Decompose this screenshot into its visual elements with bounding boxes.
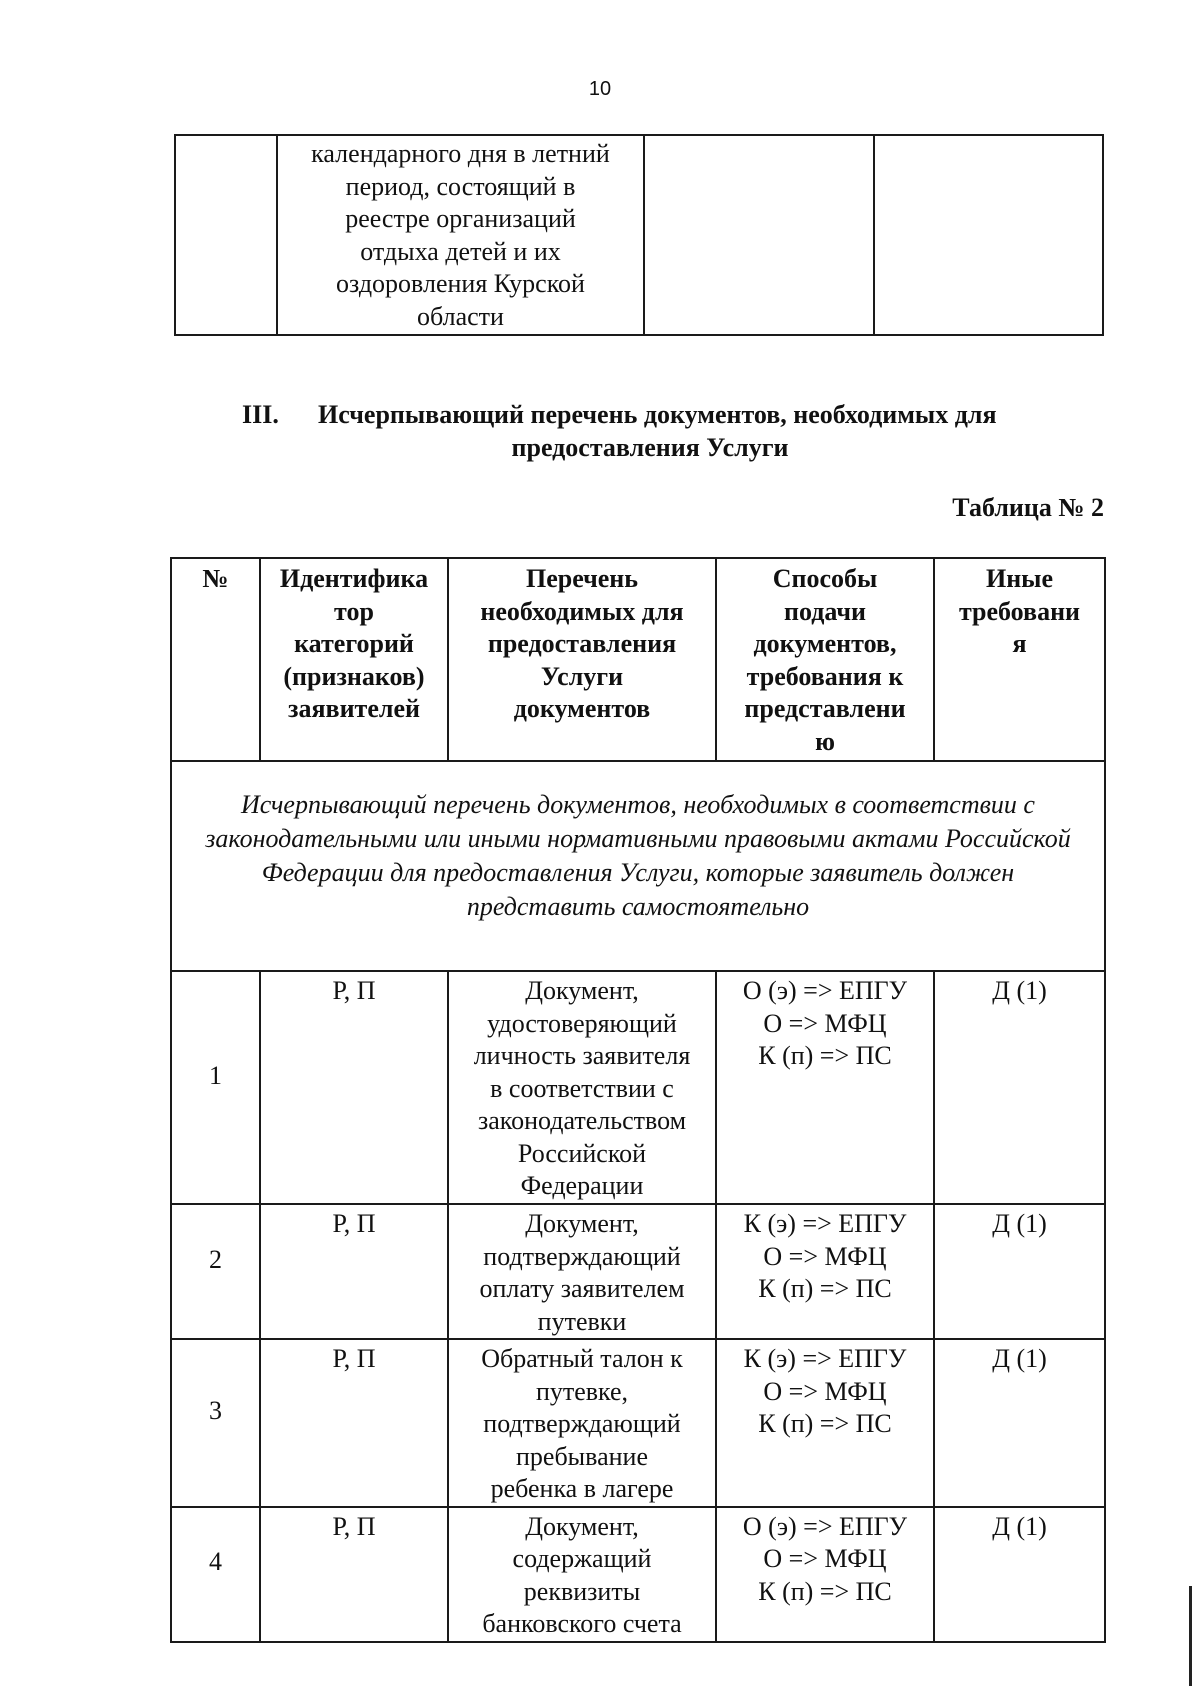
row-other: Д (1) xyxy=(934,1204,1105,1339)
table-row xyxy=(171,1507,1105,1642)
row-methods: К (э) => ЕПГУ О => МФЦ К (п) => ПС xyxy=(716,1204,934,1339)
row-number-text: 4 xyxy=(209,1547,222,1577)
column-header-documents: Перечень необходимых для предоставления Услуги документов xyxy=(448,558,716,761)
column-header-number: № xyxy=(171,558,260,761)
row-number xyxy=(171,1204,260,1339)
table-subheader-row xyxy=(171,761,1105,971)
column-header-categories: Идентифика тор категорий (признаков) заявителей xyxy=(260,558,448,761)
row-document: Обратный талон к путевке, подтверждающий пребывание ребенка в лагере xyxy=(448,1339,716,1507)
section-title-line2: предоставления Услуги xyxy=(511,433,789,462)
row-document: Документ, удостоверяющий личность заявителя в соответствии с законодательством Российской Федерации xyxy=(448,971,716,1204)
row-categories: Р, П xyxy=(260,1204,448,1339)
row-other: Д (1) xyxy=(934,1339,1105,1507)
section-title-line1: Исчерпывающий перечень документов, необходимых для xyxy=(318,400,997,429)
row-methods: О (э) => ЕПГУ О => МФЦ К (п) => ПС xyxy=(716,971,934,1204)
column-header-methods: Способы подачи документов, требования к представлени ю xyxy=(716,558,934,761)
row-categories: Р, П xyxy=(260,971,448,1204)
row-categories: Р, П xyxy=(260,1507,448,1642)
table-subheader: Исчерпывающий перечень документов, необходимых в соответствии с законодательными или иными нормативными правовыми актами Российской Федерации для предоставления Услуги, которые заявитель должен представить самостоятельно xyxy=(171,761,1105,971)
row-number xyxy=(171,971,260,1204)
section-number: III. xyxy=(242,400,279,429)
row-document: Документ, содержащий реквизиты банковского счета xyxy=(448,1507,716,1642)
table-cell xyxy=(874,135,1103,335)
row-number-text: 2 xyxy=(209,1244,222,1274)
table-row xyxy=(171,1204,1105,1339)
page-number: 10 xyxy=(588,78,612,100)
scan-edge-mark xyxy=(1189,1586,1192,1686)
table-row xyxy=(171,1339,1105,1507)
row-other: Д (1) xyxy=(934,971,1105,1204)
table-cell xyxy=(175,135,277,335)
row-number xyxy=(171,1507,260,1642)
table-row xyxy=(171,971,1105,1204)
row-number-text: 3 xyxy=(209,1396,222,1425)
table-header-row xyxy=(171,558,1105,761)
row-document: Документ, подтверждающий оплату заявителем путевки xyxy=(448,1204,716,1339)
table-cell xyxy=(644,135,874,335)
row-categories: Р, П xyxy=(260,1339,448,1507)
column-header-other: Иные требовани я xyxy=(934,558,1105,761)
table-cell: календарного дня в летний период, состоящий в реестре организаций отдыха детей и их оздоровления Курской области xyxy=(277,135,644,335)
row-number-text: 1 xyxy=(209,1060,222,1090)
table-caption: Таблица № 2 xyxy=(952,493,1104,522)
continuation-table xyxy=(174,134,1104,336)
row-other: Д (1) xyxy=(934,1507,1105,1642)
table-row xyxy=(175,135,1103,335)
row-methods: К (э) => ЕПГУ О => МФЦ К (п) => ПС xyxy=(716,1339,934,1507)
row-number xyxy=(171,1339,260,1507)
documents-table xyxy=(170,557,1106,1643)
row-methods: О (э) => ЕПГУ О => МФЦ К (п) => ПС xyxy=(716,1507,934,1642)
